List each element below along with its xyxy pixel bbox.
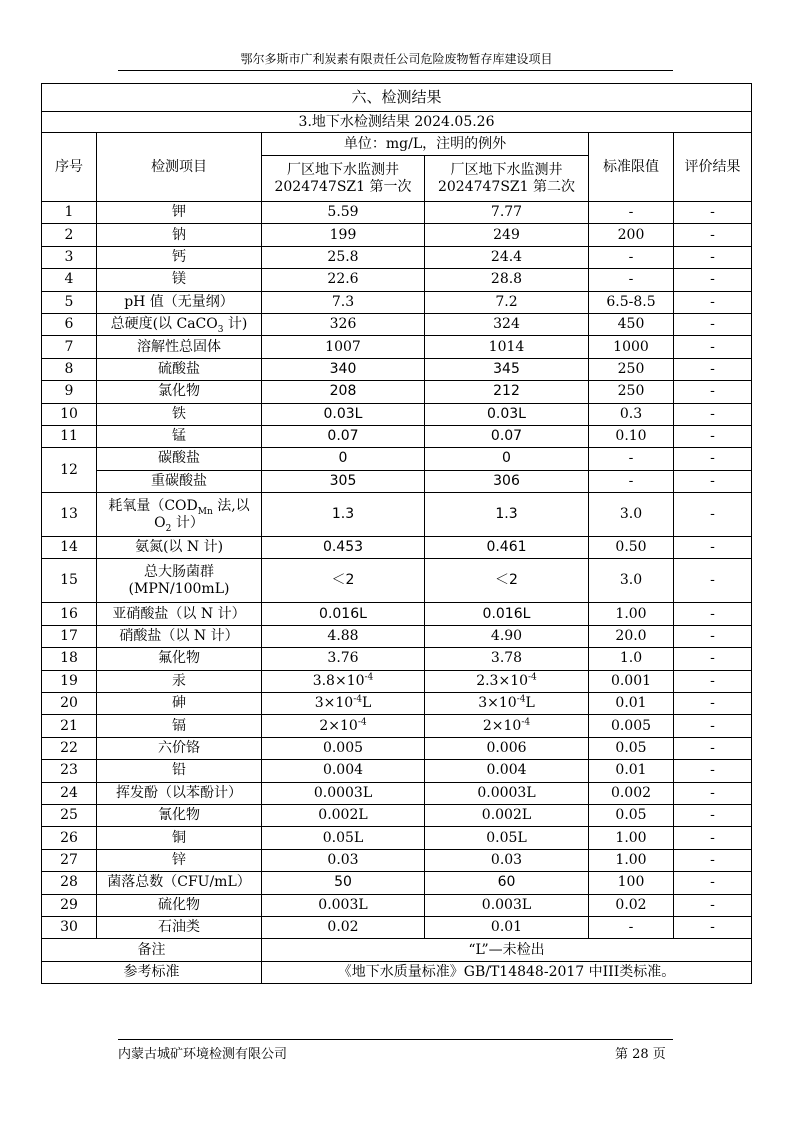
table-row (42, 493, 752, 537)
cell-sample-2: 0.006 (425, 737, 589, 759)
cell-evaluation: - (674, 224, 752, 246)
cell-sample-2: 24.4 (425, 246, 589, 268)
document-header-title: 鄂尔多斯市广利炭素有限责任公司危险废物暂存库建设项目 (240, 52, 553, 66)
cell-no: 16 (42, 603, 97, 625)
cell-sample-2: 0.07 (425, 425, 589, 447)
table-row (42, 470, 752, 492)
cell-standard: 250 (589, 358, 674, 380)
data-rows (42, 202, 752, 939)
item-text: 汞 (172, 672, 186, 689)
value-exponent: -4 (516, 694, 526, 705)
table-row (42, 782, 752, 804)
item-text: 铜 (172, 829, 186, 846)
header-no: 序号 (42, 133, 97, 202)
item-text: 锰 (172, 428, 186, 445)
cell-item (97, 603, 262, 625)
table-row (42, 559, 752, 603)
cell-standard: - (589, 916, 674, 938)
cell-standard: - (589, 202, 674, 224)
value-base: 3×10 (314, 695, 354, 712)
cell-evaluation: - (674, 804, 752, 826)
cell-evaluation: - (674, 648, 752, 670)
cell-sample-1: 0.004 (262, 760, 425, 782)
cell-evaluation: - (674, 760, 752, 782)
cell-sample-1: 340 (262, 358, 425, 380)
cell-evaluation: - (674, 470, 752, 492)
cell-standard: 0.01 (589, 693, 674, 715)
cell-item (97, 648, 262, 670)
cell-no: 27 (42, 849, 97, 871)
item-text: O (154, 514, 166, 531)
item-subscript: Mn (197, 506, 213, 517)
item-text: 挥发酚（以苯酚计） (116, 784, 242, 801)
cell-item (97, 448, 262, 470)
cell-standard: - (589, 448, 674, 470)
cell-evaluation: - (674, 715, 752, 737)
cell-no: 3 (42, 246, 97, 268)
cell-sample-1: 0 (262, 448, 425, 470)
cell-item (97, 625, 262, 647)
cell-sample-2 (425, 693, 589, 715)
cell-item (97, 470, 262, 492)
cell-item (97, 246, 262, 268)
cell-no: 12 (42, 448, 97, 493)
item-text: 硫酸盐 (158, 360, 200, 377)
cell-sample-1: 0.07 (262, 425, 425, 447)
cell-standard: 0.50 (589, 537, 674, 559)
item-text: 重碳酸盐 (151, 472, 207, 489)
item-text: 硫化物 (158, 896, 200, 913)
cell-no: 7 (42, 336, 97, 358)
cell-sample-2: 60 (425, 872, 589, 894)
cell-evaluation: - (674, 336, 752, 358)
item-text: 钠 (172, 226, 186, 243)
table-row (42, 760, 752, 782)
cell-item (97, 381, 262, 403)
cell-item (97, 715, 262, 737)
cell-standard: 20.0 (589, 625, 674, 647)
header-sample-1: 厂区地下水监测井 2024747SZ1 第一次 (262, 156, 425, 202)
cell-standard: 0.10 (589, 425, 674, 447)
item-text: 六价铬 (158, 740, 200, 756)
cell-standard: 3.0 (589, 493, 674, 537)
cell-evaluation: - (674, 559, 752, 603)
cell-standard: 1000 (589, 336, 674, 358)
header-item: 检测项目 (97, 133, 262, 202)
cell-no: 13 (42, 493, 97, 537)
cell-no: 22 (42, 737, 97, 759)
cell-no: 20 (42, 693, 97, 715)
item-subscript: 3 (217, 324, 224, 335)
item-text: 镉 (172, 717, 186, 734)
cell-no: 21 (42, 715, 97, 737)
cell-sample-1: 0.016L (262, 603, 425, 625)
cell-sample-1 (262, 670, 425, 692)
cell-sample-2: 306 (425, 470, 589, 492)
table-row (42, 693, 752, 715)
cell-item (97, 872, 262, 894)
table-row (42, 715, 752, 737)
item-text: 耗氧量（COD (108, 497, 198, 514)
cell-sample-2: 249 (425, 224, 589, 246)
cell-item (97, 202, 262, 224)
table-row (42, 381, 752, 403)
cell-standard: 0.05 (589, 737, 674, 759)
cell-sample-2: 1.3 (425, 493, 589, 537)
value-base: 3×10 (478, 695, 517, 712)
table-row (42, 804, 752, 826)
table-row (42, 872, 752, 894)
cell-sample-1: 1007 (262, 336, 425, 358)
item-text: 砷 (172, 695, 186, 712)
cell-sample-1: 3.76 (262, 648, 425, 670)
item-text: (MPN/100mL) (128, 580, 230, 597)
cell-sample-2: 0.461 (425, 537, 589, 559)
cell-sample-1: 0.002L (262, 804, 425, 826)
cell-evaluation: - (674, 894, 752, 916)
table-row (42, 425, 752, 447)
item-text: pH 值（无量纲） (124, 293, 234, 310)
cell-evaluation: - (674, 782, 752, 804)
table-row (42, 291, 752, 313)
cell-sample-2 (425, 715, 589, 737)
cell-standard: 200 (589, 224, 674, 246)
cell-sample-2: 0.05L (425, 827, 589, 849)
table-row (42, 202, 752, 224)
cell-sample-2: 0.03 (425, 849, 589, 871)
cell-standard: 6.5-8.5 (589, 291, 674, 313)
remark-value: “L”—未检出 (262, 939, 752, 961)
table-row (42, 269, 752, 291)
cell-evaluation: - (674, 246, 752, 268)
cell-evaluation: - (674, 358, 752, 380)
cell-evaluation: - (674, 202, 752, 224)
header-evaluation: 评价结果 (674, 133, 752, 202)
cell-item (97, 804, 262, 826)
value-base: 2×10 (319, 717, 358, 734)
cell-item (97, 358, 262, 380)
cell-no: 28 (42, 872, 97, 894)
cell-standard: 3.0 (589, 559, 674, 603)
cell-no: 10 (42, 403, 97, 425)
table-row (42, 246, 752, 268)
cell-evaluation: - (674, 493, 752, 537)
footer-rule (118, 1039, 673, 1040)
cell-no: 2 (42, 224, 97, 246)
table-row (42, 537, 752, 559)
cell-standard: - (589, 246, 674, 268)
table-row (42, 603, 752, 625)
cell-no: 18 (42, 648, 97, 670)
item-text: 计） (171, 514, 204, 531)
cell-sample-2: 1014 (425, 336, 589, 358)
cell-item (97, 827, 262, 849)
item-text: 硝酸盐（以 N 计） (119, 628, 239, 645)
cell-evaluation: - (674, 448, 752, 470)
cell-item (97, 224, 262, 246)
cell-no: 14 (42, 537, 97, 559)
cell-standard: 0.02 (589, 894, 674, 916)
cell-sample-1: 199 (262, 224, 425, 246)
header-standard: 标准限值 (589, 133, 674, 202)
cell-standard: - (589, 269, 674, 291)
header-rule (118, 70, 673, 71)
cell-item (97, 403, 262, 425)
cell-standard: 0.3 (589, 403, 674, 425)
cell-item (97, 425, 262, 447)
table-row (42, 849, 752, 871)
value-base: 3.8×10 (312, 672, 365, 689)
cell-standard: 1.00 (589, 827, 674, 849)
cell-sample-2: 3.78 (425, 648, 589, 670)
cell-item (97, 269, 262, 291)
cell-no: 5 (42, 291, 97, 313)
item-text: 溶解性总固体 (137, 338, 221, 355)
cell-standard: 1.00 (589, 603, 674, 625)
table-row (42, 448, 752, 470)
cell-item (97, 693, 262, 715)
cell-item (97, 670, 262, 692)
header-unit: 单位：mg/L，注明的例外 (262, 133, 589, 156)
cell-evaluation: - (674, 603, 752, 625)
cell-sample-1 (262, 715, 425, 737)
cell-evaluation: - (674, 693, 752, 715)
cell-evaluation: - (674, 381, 752, 403)
cell-sample-1: 0.003L (262, 894, 425, 916)
cell-evaluation: - (674, 269, 752, 291)
reference-value: 《地下水质量标准》GB/T14848-2017 中III类标准。 (262, 961, 752, 983)
cell-sample-2: 4.90 (425, 625, 589, 647)
item-text: 铁 (172, 405, 186, 422)
item-text: 总硬度(以 CaCO (110, 316, 218, 333)
cell-sample-2: 324 (425, 313, 589, 335)
cell-evaluation: - (674, 537, 752, 559)
value-base: 2.3×10 (476, 672, 529, 689)
cell-no: 23 (42, 760, 97, 782)
cell-standard: 1.00 (589, 849, 674, 871)
cell-item (97, 493, 262, 537)
cell-item (97, 916, 262, 938)
cell-sample-2: 0.002L (425, 804, 589, 826)
table-row (42, 827, 752, 849)
cell-no: 17 (42, 625, 97, 647)
item-text: 碳酸盐 (158, 450, 200, 467)
cell-sample-2: 0.016L (425, 603, 589, 625)
value-exponent: -4 (353, 694, 362, 705)
table-row (42, 358, 752, 380)
cell-sample-1: 305 (262, 470, 425, 492)
cell-evaluation: - (674, 403, 752, 425)
cell-sample-1: 5.59 (262, 202, 425, 224)
cell-sample-1: 25.8 (262, 246, 425, 268)
table-row (42, 670, 752, 692)
cell-item (97, 537, 262, 559)
cell-sample-2: 0.004 (425, 760, 589, 782)
cell-sample-1: 50 (262, 872, 425, 894)
cell-sample-1: 22.6 (262, 269, 425, 291)
cell-standard: 250 (589, 381, 674, 403)
cell-standard: 0.002 (589, 782, 674, 804)
cell-sample-1: 0.05L (262, 827, 425, 849)
cell-sample-2: 28.8 (425, 269, 589, 291)
cell-standard: 1.0 (589, 648, 674, 670)
table-row (42, 336, 752, 358)
cell-sample-2: ＜2 (425, 559, 589, 603)
value-exponent: -4 (357, 716, 367, 727)
cell-evaluation: - (674, 625, 752, 647)
cell-sample-2: 0.003L (425, 894, 589, 916)
item-text: 氯化物 (158, 383, 200, 400)
item-text: 钙 (172, 248, 186, 265)
cell-item (97, 313, 262, 335)
cell-sample-2: 0 (425, 448, 589, 470)
cell-evaluation: - (674, 872, 752, 894)
results-table (41, 83, 752, 984)
cell-evaluation: - (674, 291, 752, 313)
cell-sample-1: 4.88 (262, 625, 425, 647)
value-exponent: -4 (364, 672, 374, 683)
footer-page-number: 第 28 页 (615, 1047, 666, 1062)
cell-no: 25 (42, 804, 97, 826)
cell-item (97, 782, 262, 804)
cell-sample-1 (262, 693, 425, 715)
table-row (42, 894, 752, 916)
table-row (42, 313, 752, 335)
cell-evaluation: - (674, 425, 752, 447)
cell-evaluation: - (674, 916, 752, 938)
cell-no: 6 (42, 313, 97, 335)
reference-label: 参考标准 (42, 961, 262, 983)
cell-sample-1: 7.3 (262, 291, 425, 313)
value-exponent: -4 (528, 672, 537, 683)
item-text: 氨氮(以 N 计) (134, 539, 224, 556)
cell-no: 8 (42, 358, 97, 380)
cell-sample-1: 0.453 (262, 537, 425, 559)
cell-item (97, 559, 262, 603)
cell-item (97, 336, 262, 358)
cell-sample-2: 345 (425, 358, 589, 380)
cell-sample-1: 0.02 (262, 916, 425, 938)
section-title: 六、检测结果 (42, 84, 752, 112)
cell-standard: - (589, 470, 674, 492)
cell-sample-2: 7.77 (425, 202, 589, 224)
cell-no: 24 (42, 782, 97, 804)
cell-no: 26 (42, 827, 97, 849)
cell-evaluation: - (674, 849, 752, 871)
cell-sample-1: 326 (262, 313, 425, 335)
item-text: 总大肠菌群 (144, 563, 214, 580)
cell-standard: 0.01 (589, 760, 674, 782)
cell-no: 11 (42, 425, 97, 447)
cell-no: 19 (42, 670, 97, 692)
cell-no: 29 (42, 894, 97, 916)
cell-sample-2: 212 (425, 381, 589, 403)
item-subscript: 2 (165, 523, 172, 534)
cell-evaluation: - (674, 313, 752, 335)
cell-sample-1: 1.3 (262, 493, 425, 537)
cell-no: 15 (42, 559, 97, 603)
cell-evaluation: - (674, 827, 752, 849)
table-row (42, 648, 752, 670)
cell-standard: 450 (589, 313, 674, 335)
cell-evaluation: - (674, 737, 752, 759)
table-row (42, 737, 752, 759)
cell-standard: 0.001 (589, 670, 674, 692)
item-text: 计) (223, 316, 248, 333)
cell-item (97, 291, 262, 313)
item-text: 钾 (172, 204, 186, 221)
cell-no: 4 (42, 269, 97, 291)
cell-sample-2: 0.03L (425, 403, 589, 425)
table-row (42, 403, 752, 425)
cell-sample-2: 0.0003L (425, 782, 589, 804)
cell-no: 9 (42, 381, 97, 403)
cell-standard: 0.005 (589, 715, 674, 737)
item-text: 铅 (172, 762, 186, 779)
cell-sample-1: ＜2 (262, 559, 425, 603)
remark-label: 备注 (42, 939, 262, 961)
value-suffix: L (525, 695, 535, 712)
section-subtitle: 3.地下水检测结果 2024.05.26 (42, 112, 752, 133)
table-row (42, 224, 752, 246)
item-text: 石油类 (158, 919, 200, 936)
item-text: 氰化物 (158, 807, 200, 824)
cell-sample-1: 0.03 (262, 849, 425, 871)
footer-company: 内蒙古城矿环境检测有限公司 (118, 1047, 288, 1062)
value-suffix: L (361, 695, 372, 712)
cell-sample-2: 0.01 (425, 916, 589, 938)
value-exponent: -4 (521, 716, 531, 727)
cell-item (97, 894, 262, 916)
header-sample-2: 厂区地下水监测井 2024747SZ1 第二次 (425, 156, 589, 202)
item-text: 法,以 (212, 497, 250, 514)
cell-item (97, 849, 262, 871)
cell-sample-2: 7.2 (425, 291, 589, 313)
cell-sample-1: 0.0003L (262, 782, 425, 804)
table-row (42, 916, 752, 938)
cell-standard: 0.05 (589, 804, 674, 826)
cell-no: 1 (42, 202, 97, 224)
item-text: 菌落总数（CFU/mL） (107, 874, 251, 891)
value-base: 2×10 (482, 717, 522, 734)
cell-sample-1: 0.005 (262, 737, 425, 759)
item-text: 锌 (172, 851, 186, 868)
table-row (42, 625, 752, 647)
cell-item (97, 760, 262, 782)
item-text: 镁 (172, 271, 186, 288)
cell-standard: 100 (589, 872, 674, 894)
cell-item (97, 737, 262, 759)
cell-sample-1: 208 (262, 381, 425, 403)
item-text: 氟化物 (158, 650, 200, 667)
cell-sample-2 (425, 670, 589, 692)
cell-no: 30 (42, 916, 97, 938)
cell-sample-1: 0.03L (262, 403, 425, 425)
cell-evaluation: - (674, 670, 752, 692)
item-text: 亚硝酸盐（以 N 计） (112, 605, 246, 622)
